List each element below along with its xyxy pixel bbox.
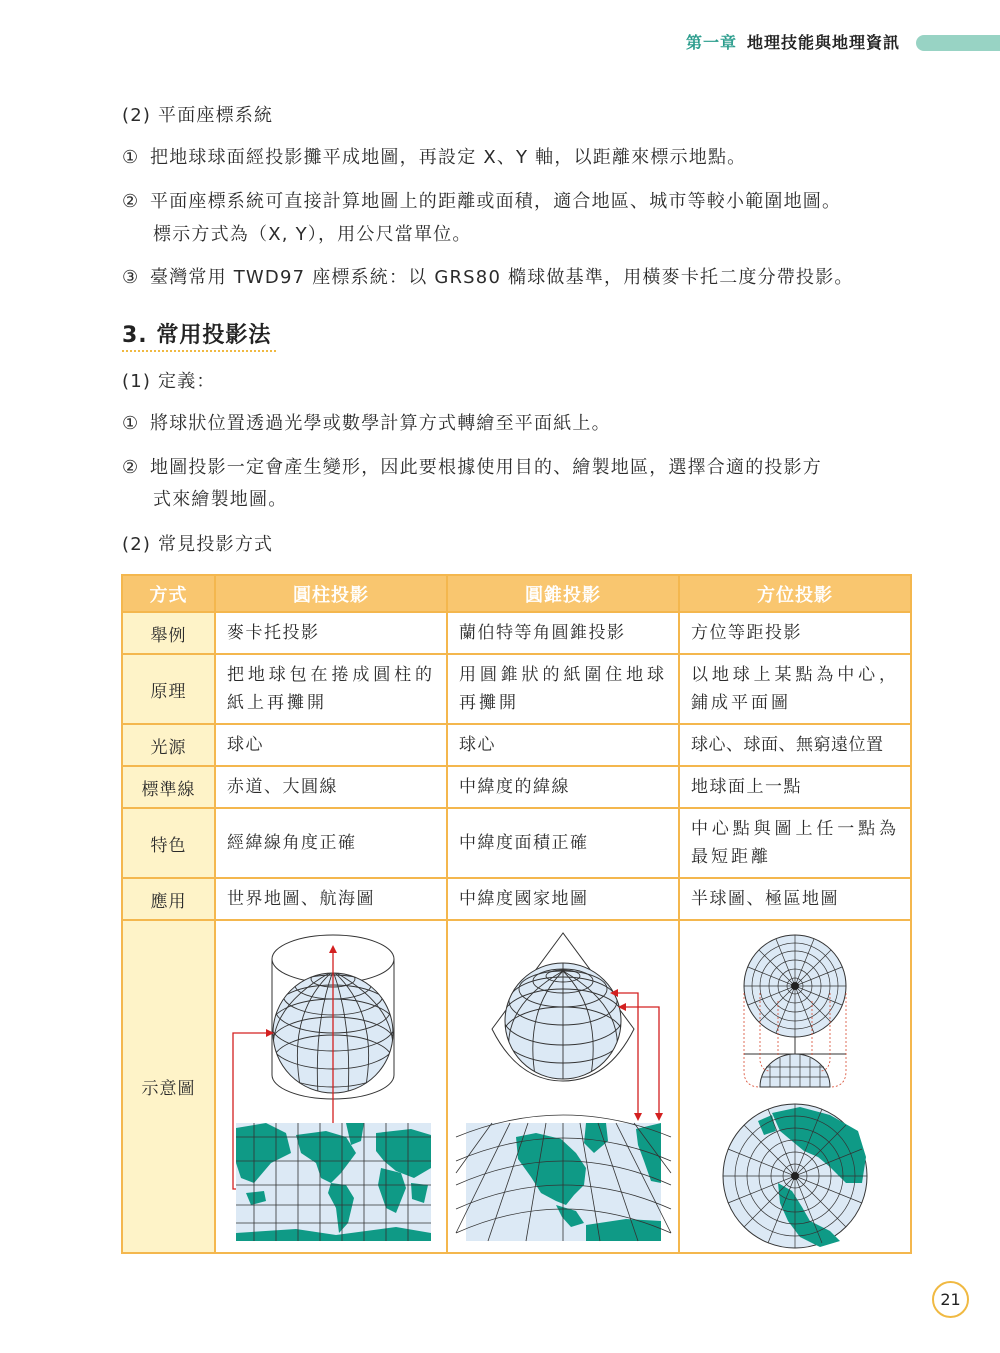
table-cell: 中心點與圖上任一點為最短距離 (679, 808, 911, 878)
table-cell: 以地球上某點為中心，鋪成平面圖 (679, 654, 911, 724)
column-header: 圓錐投影 (447, 575, 679, 612)
table-row (122, 654, 911, 724)
table-cell: 球心 (447, 724, 679, 766)
table-header-row (122, 575, 911, 612)
table-row (122, 766, 911, 808)
table-cell: 半球圖、極區地圖 (679, 878, 911, 920)
column-header: 方位投影 (679, 575, 911, 612)
conic-projection-diagram (447, 920, 679, 1253)
row-header: 原理 (122, 654, 215, 724)
table-cell: 中緯度的緯線 (447, 766, 679, 808)
subsection-heading: (2) 常見投影方式 (122, 534, 274, 555)
running-header (686, 30, 900, 53)
chapter-label: 第一章 (685, 33, 737, 52)
table-row (122, 612, 911, 654)
row-header: 應用 (122, 878, 215, 920)
table-cell: 中緯度國家地圖 (447, 878, 679, 920)
table-cell: 球心 (215, 724, 447, 766)
row-header: 示意圖 (122, 920, 215, 1253)
section-title-underline (122, 350, 276, 352)
row-header: 標準線 (122, 766, 215, 808)
table-cell: 赤道、大圓線 (215, 766, 447, 808)
list-item: ① 將球狀位置透過光學或數學計算方式轉繪至平面紙上。 (122, 413, 611, 434)
list-item: ① 把地球球面經投影攤平成地圖，再設定 X、Y 軸，以距離來標示地點。 (122, 147, 747, 168)
list-item: ② 地圖投影一定會產生變形，因此要根據使用目的、繪製地區，選擇合適的投影方 (122, 457, 822, 478)
subsection-heading: (2) 平面座標系統 (122, 105, 274, 126)
header-tab-decoration (916, 35, 1000, 51)
table-cell: 用圓錐狀的紙圍住地球再攤開 (447, 654, 679, 724)
table-row-diagrams (122, 920, 911, 1253)
row-header: 特色 (122, 808, 215, 878)
table-cell: 把地球包在捲成圓柱的紙上再攤開 (215, 654, 447, 724)
chapter-title: 地理技能與地理資訊 (746, 33, 900, 52)
column-header: 圓柱投影 (215, 575, 447, 612)
table-row (122, 878, 911, 920)
projection-table (121, 574, 912, 1254)
table-cell: 地球面上一點 (679, 766, 911, 808)
list-item: ③ 臺灣常用 TWD97 座標系統：以 GRS80 橢球做基準，用橫麥卡托二度分帶投影。 (122, 267, 854, 288)
table-cell: 方位等距投影 (679, 612, 911, 654)
page-number: 21 (932, 1281, 969, 1318)
list-item-continuation: 標示方式為（X, Y），用公尺當單位。 (153, 224, 472, 245)
row-header: 舉例 (122, 612, 215, 654)
section-title: 3. 常用投影法 (122, 323, 272, 348)
table-cell: 蘭伯特等角圓錐投影 (447, 612, 679, 654)
table-cell: 經緯線角度正確 (215, 808, 447, 878)
azimuthal-projection-diagram (679, 920, 911, 1253)
table-cell: 中緯度面積正確 (447, 808, 679, 878)
table-row (122, 808, 911, 878)
list-item: ② 平面座標系統可直接計算地圖上的距離或面積，適合地區、城市等較小範圍地圖。 (122, 191, 842, 212)
cylindrical-projection-diagram (215, 920, 447, 1253)
row-header: 光源 (122, 724, 215, 766)
subsection-heading: (1) 定義： (122, 371, 216, 392)
table-cell: 球心、球面、無窮遠位置 (679, 724, 911, 766)
table-row (122, 724, 911, 766)
table-cell: 世界地圖、航海圖 (215, 878, 447, 920)
table-cell: 麥卡托投影 (215, 612, 447, 654)
column-header: 方式 (122, 575, 215, 612)
list-item-continuation: 式來繪製地圖。 (153, 489, 288, 510)
